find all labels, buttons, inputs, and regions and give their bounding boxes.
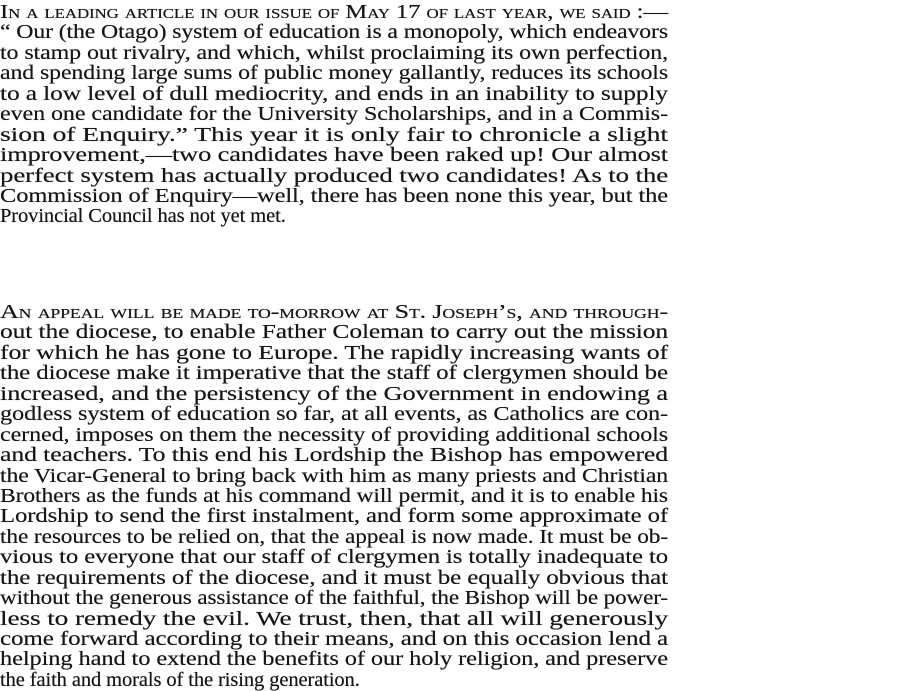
text-line: Lordship to send the first instalment, and form some approximate of — [0, 505, 668, 528]
text-line: and teachers. To this end his Lordship the Bishop has empowered — [0, 444, 668, 467]
text-line: Provincial Council has not yet met. — [0, 205, 286, 228]
text-line: the diocese make it imperative that the staff of clergymen should be — [0, 362, 668, 385]
text-line: to a low level of dull mediocrity, and ends in an inability to supply — [0, 82, 668, 105]
text-line: Commission of Enquiry—well, there has been none this year, but the — [0, 184, 668, 207]
text-line: cerned, imposes on them the necessity of providing additional schools — [0, 423, 668, 446]
text-line: and spending large sums of public money gallantly, reduces its schools — [0, 62, 668, 85]
text-line: An appeal will be made to-morrow at St. Joseph’s, and through- — [0, 301, 668, 323]
text-line: the faith and morals of the rising generation. — [0, 668, 360, 691]
text-line: without the generous assistance of the faithful, the Bishop will be power- — [0, 587, 668, 610]
text-line: godless system of education so far, at all events, as Catholics are con- — [0, 403, 668, 426]
text-line: improvement,—two candidates have been raked up! Our almost — [0, 144, 668, 167]
text-line: the resources to be relied on, that the appeal is now made. It must be ob- — [0, 525, 668, 548]
article-paragraph-education — [0, 2, 672, 227]
article-paragraph-appeal — [0, 302, 672, 690]
text-line: helping hand to extend the benefits of our holy religion, and preserve — [0, 648, 668, 671]
text-line: to stamp out rivalry, and which, whilst proclaiming its own perfection, — [0, 41, 668, 64]
text-line: increased, and the persistency of the Government in endowing a — [0, 382, 668, 405]
text-line: the Vicar-General to bring back with him as many priests and Christian — [0, 464, 668, 487]
text-line: less to remedy the evil. We trust, then, that all will generously — [0, 607, 668, 630]
text-line: vious to everyone that our staff of clergymen is totally inadequate to — [0, 546, 668, 569]
text-line: Brothers as the funds at his command will permit, and it is to enable his — [0, 484, 668, 507]
text-line: for which he has gone to Europe. The rapidly increasing wants of — [0, 341, 668, 364]
text-line: “ Our (the Otago) system of education is a monopoly, which endeavors — [0, 21, 668, 44]
text-line: perfect system has actually produced two candidates! As to the — [0, 164, 668, 187]
text-line: even one candidate for the University Scholarships, and in a Commis- — [0, 103, 668, 126]
text-line: out the diocese, to enable Father Coleman to carry out the mission — [0, 321, 668, 344]
text-line: In a leading article in our issue of May 17 of last year, we said :— — [0, 1, 668, 23]
text-line: the requirements of the diocese, and it must be equally obvious that — [0, 566, 668, 589]
text-line: come forward according to their means, and on this occasion lend a — [0, 628, 668, 650]
text-line: sion of Enquiry.” This year it is only fair to chronicle a slight — [0, 123, 668, 146]
